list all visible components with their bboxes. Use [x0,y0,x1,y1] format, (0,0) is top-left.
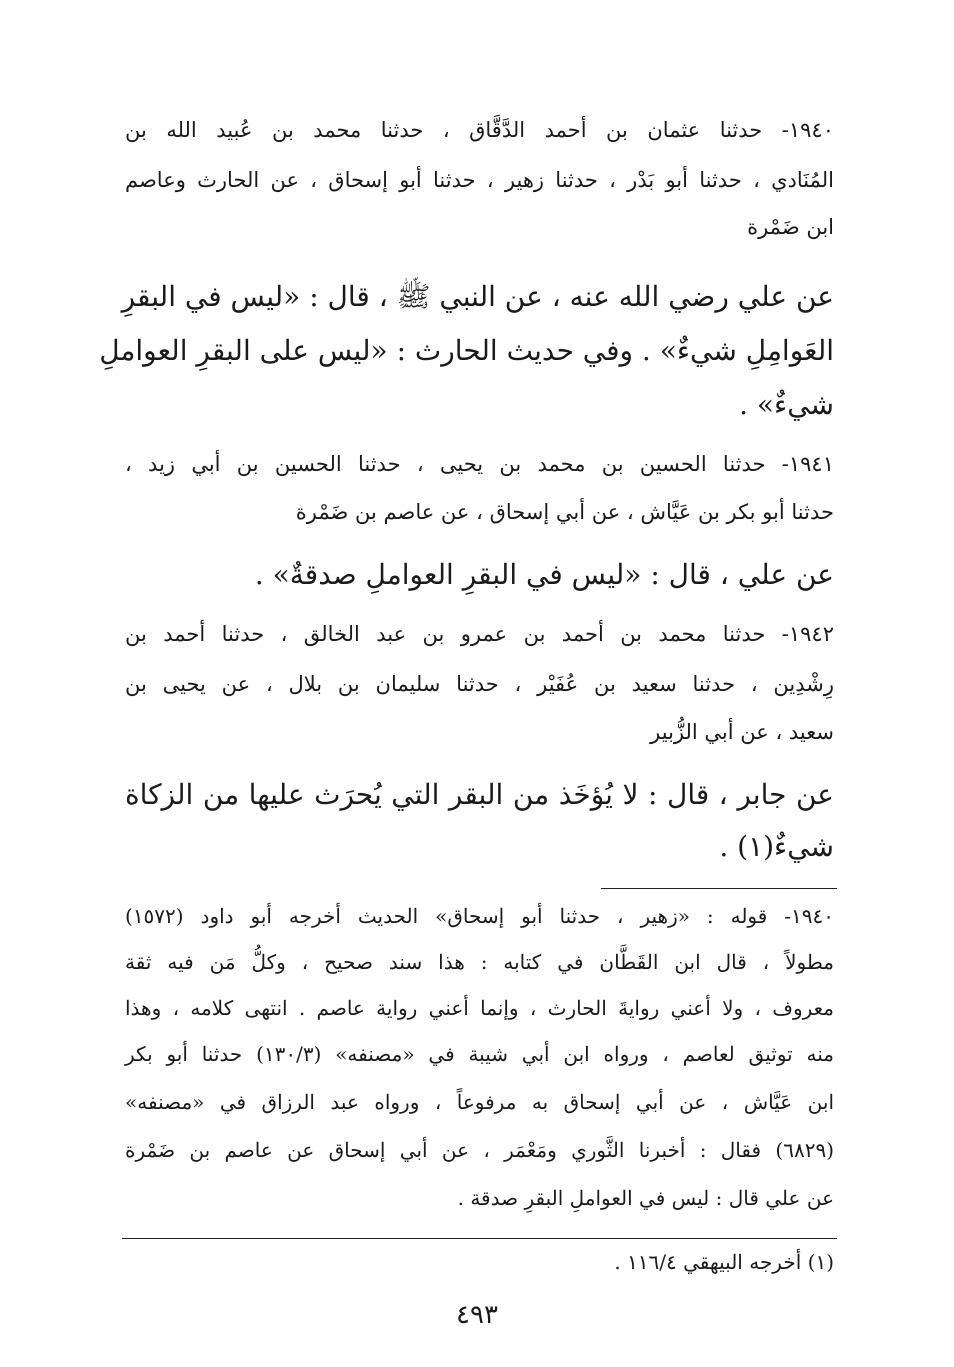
commentary-line-1: ١٩٤٠- قوله : «زهير ، حدثنا أبو إسحاق» الحديث أخرجه أبو داود (١٥٧٢) [125,904,834,928]
hadith-1942-chain-line-1: ١٩٤٢- حدثنا محمد بن أحمد بن عمرو بن عبد الخالق ، حدثنا أحمد بن [125,622,834,646]
commentary-separator [601,888,837,889]
hadith-1940-matn-line-3: شيءٌ» . [739,388,834,421]
commentary-line-2: مطولاً ، قال ابن القَطَّان في كتابه : هذا سند صحيح ، وكلُّ مَن فيه ثقة [125,950,834,974]
page-number: ٤٩٣ [456,1300,498,1330]
hadith-1942-chain-line-3: سعيد ، عن أبي الزُّبير [650,720,834,744]
commentary-line-3: معروف ، ولا أعني روايةَ الحارث ، وإنما أعني رواية عاصم . انتهى كلامه ، وهذا [125,996,834,1020]
hadith-1941-chain-line-2: حدثنا أبو بكر بن عَيَّاش ، عن أبي إسحاق ، عن عاصم بن ضَمْرة [295,500,834,524]
hadith-1940-chain-line-2: المُنَادي ، حدثنا أبو بَدْر ، حدثنا زهير ، حدثنا أبو إسحاق ، عن الحارث وعاصم [125,168,834,192]
hadith-1941-chain-line-1: ١٩٤١- حدثنا الحسين بن محمد بن يحيى ، حدثنا الحسين بن أبي زيد ، [125,452,834,476]
hadith-1942-matn-line-2: شيءٌ(١) . [719,830,834,863]
footnote: (١) أخرجه البيهقي ١١٦/٤ . [614,1250,834,1274]
hadith-1940-matn-line-2: العَوامِلِ شيءٌ» . وفي حديث الحارث : «ليس على البقرِ العواملِ [99,334,834,367]
hadith-1940-chain-line-3: ابن ضَمْرة [747,215,834,239]
footnote-separator [122,1238,837,1239]
hadith-1940-matn-line-1: عن علي رضي الله عنه ، عن النبي ﷺ ، قال : «ليس في البقرِ [121,280,834,313]
hadith-1941-matn-line-1: عن علي ، قال : «ليس في البقرِ العواملِ صدقةٌ» . [254,558,834,591]
commentary-line-5: ابن عَيَّاش ، عن أبي إسحاق به مرفوعاً ، ورواه عبد الرزاق في «مصنفه» [125,1090,834,1114]
hadith-1942-matn-line-1: عن جابر ، قال : لا يُؤخَذ من البقر التي يُحرَث عليها من الزكاة [125,778,834,811]
commentary-line-6: (٦٨٢٩) فقال : أخبرنا الثَّوري ومَعْمَر ، عن أبي إسحاق عن عاصم بن ضَمْرة [125,1138,834,1162]
hadith-1940-chain-line-1: ١٩٤٠- حدثنا عثمان بن أحمد الدَّقَّاق ، حدثنا محمد بن عُبيد الله بن [125,118,834,142]
commentary-line-4: منه توثيق لعاصم ، ورواه ابن أبي شيبة في «مصنفه» (١٣٠/٣) حدثنا أبو بكر [125,1042,834,1066]
commentary-line-7: عن علي قال : ليس في العواملِ البقرِ صدقة . [457,1186,834,1210]
hadith-1942-chain-line-2: رِشْدِين ، حدثنا سعيد بن عُفَيْر ، حدثنا سليمان بن بلال ، عن يحيى بن [125,672,834,696]
